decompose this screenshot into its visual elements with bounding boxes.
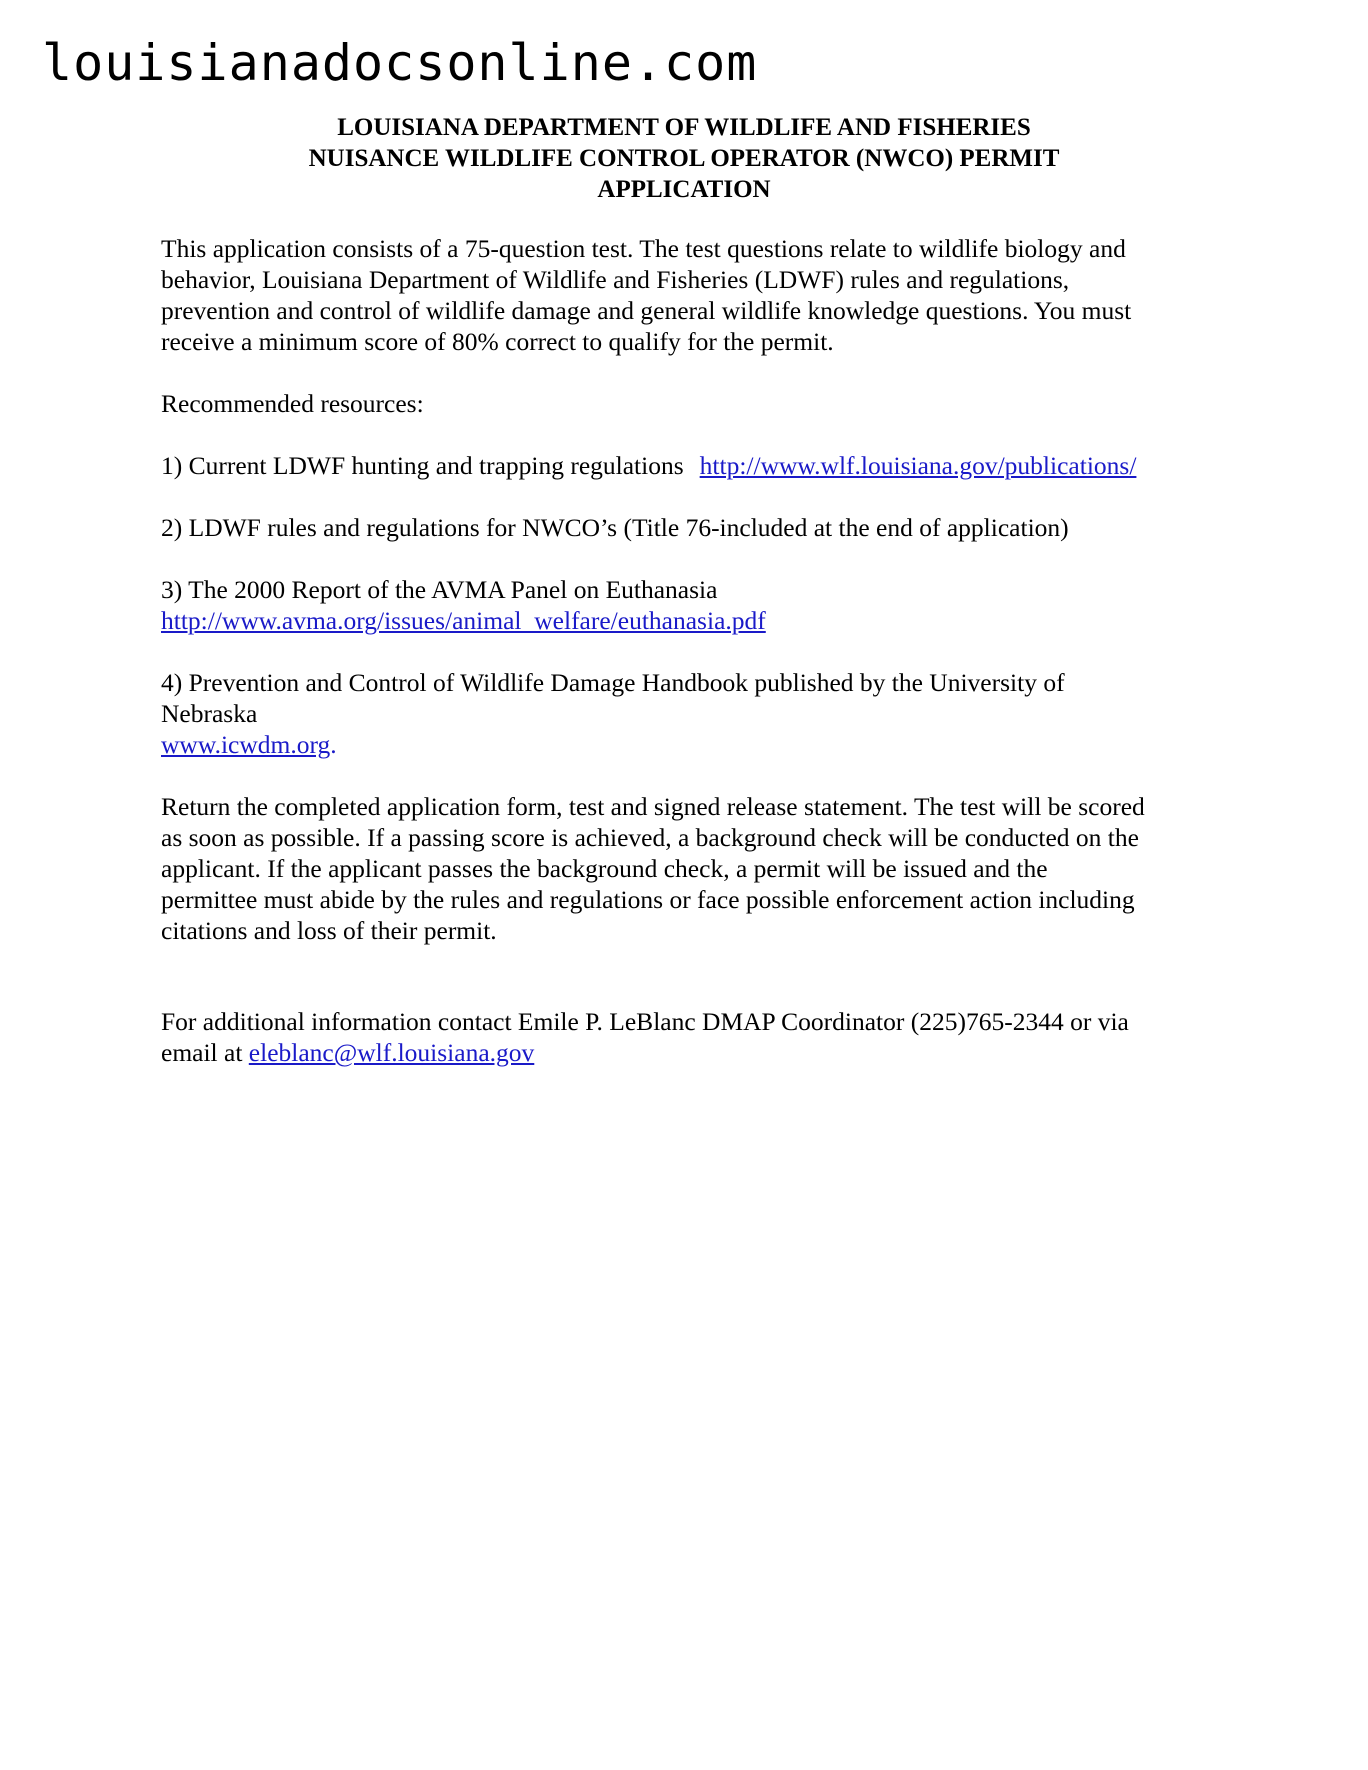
intro-line: behavior, Louisiana Department of Wildlife and Fisheries (LDWF) rules and regulations, xyxy=(161,265,1070,294)
return-info-line: Return the completed application form, test and signed release statement. The test will be scored xyxy=(161,792,1145,821)
contact-line-2 xyxy=(161,1037,1221,1068)
return-info-line: as soon as possible. If a passing score is achieved, a background check will be conducted on the xyxy=(161,823,1139,852)
resources-heading: Recommended resources: xyxy=(161,389,424,418)
document-body xyxy=(161,233,1221,1068)
intro-line: This application consists of a 75-question test. The test questions relate to wildlife biology and xyxy=(161,234,1126,263)
title-line-2: NUISANCE WILDLIFE CONTROL OPERATOR (NWCO) PERMIT xyxy=(308,145,1060,172)
site-watermark: louisianadocsonline.com xyxy=(42,34,758,92)
intro-line: receive a minimum score of 80% correct to qualify for the permit. xyxy=(161,327,834,356)
document-title xyxy=(0,112,1368,205)
euthanasia-report-link[interactable]: http://www.avma.org/issues/animal_welfare/euthanasia.pdf xyxy=(161,606,766,635)
title-line-3: APPLICATION xyxy=(597,176,771,203)
contact-line-1: For additional information contact Emile P. LeBlanc DMAP Coordinator (225)765-2344 or via xyxy=(161,1007,1129,1036)
return-info-line: citations and loss of their permit. xyxy=(161,916,497,945)
resource-item-2: 2) LDWF rules and regulations for NWCO’s (Title 76-included at the end of application) xyxy=(161,513,1069,542)
contact-email-link[interactable]: eleblanc@wlf.louisiana.gov xyxy=(248,1038,535,1067)
return-info-line: permittee must abide by the rules and regulations or face possible enforcement action including xyxy=(161,885,1135,914)
resource-item-3-link-line xyxy=(161,605,1221,636)
intro-line: prevention and control of wildlife damage and general wildlife knowledge questions. You must xyxy=(161,296,1132,325)
title-line-1: LOUISIANA DEPARTMENT OF WILDLIFE AND FISHERIES xyxy=(337,114,1031,141)
link-period: . xyxy=(330,730,337,759)
resource-item-4-link-line xyxy=(161,729,1221,760)
publications-link[interactable]: http://www.wlf.louisiana.gov/publications/ xyxy=(699,451,1137,480)
resource-item-1 xyxy=(161,450,1221,481)
resource-item-4-line-2: Nebraska xyxy=(161,699,258,728)
icwdm-link[interactable]: www.icwdm.org xyxy=(161,730,331,759)
resource-item-1-text: 1) Current LDWF hunting and trapping regulations xyxy=(161,451,684,480)
resource-item-3-text: 3) The 2000 Report of the AVMA Panel on Euthanasia xyxy=(161,575,718,604)
contact-email-prefix: email at xyxy=(161,1038,249,1067)
return-info-line: applicant. If the applicant passes the background check, a permit will be issued and the xyxy=(161,854,1048,883)
resource-item-4-line-1: 4) Prevention and Control of Wildlife Damage Handbook published by the University of xyxy=(161,668,1065,697)
